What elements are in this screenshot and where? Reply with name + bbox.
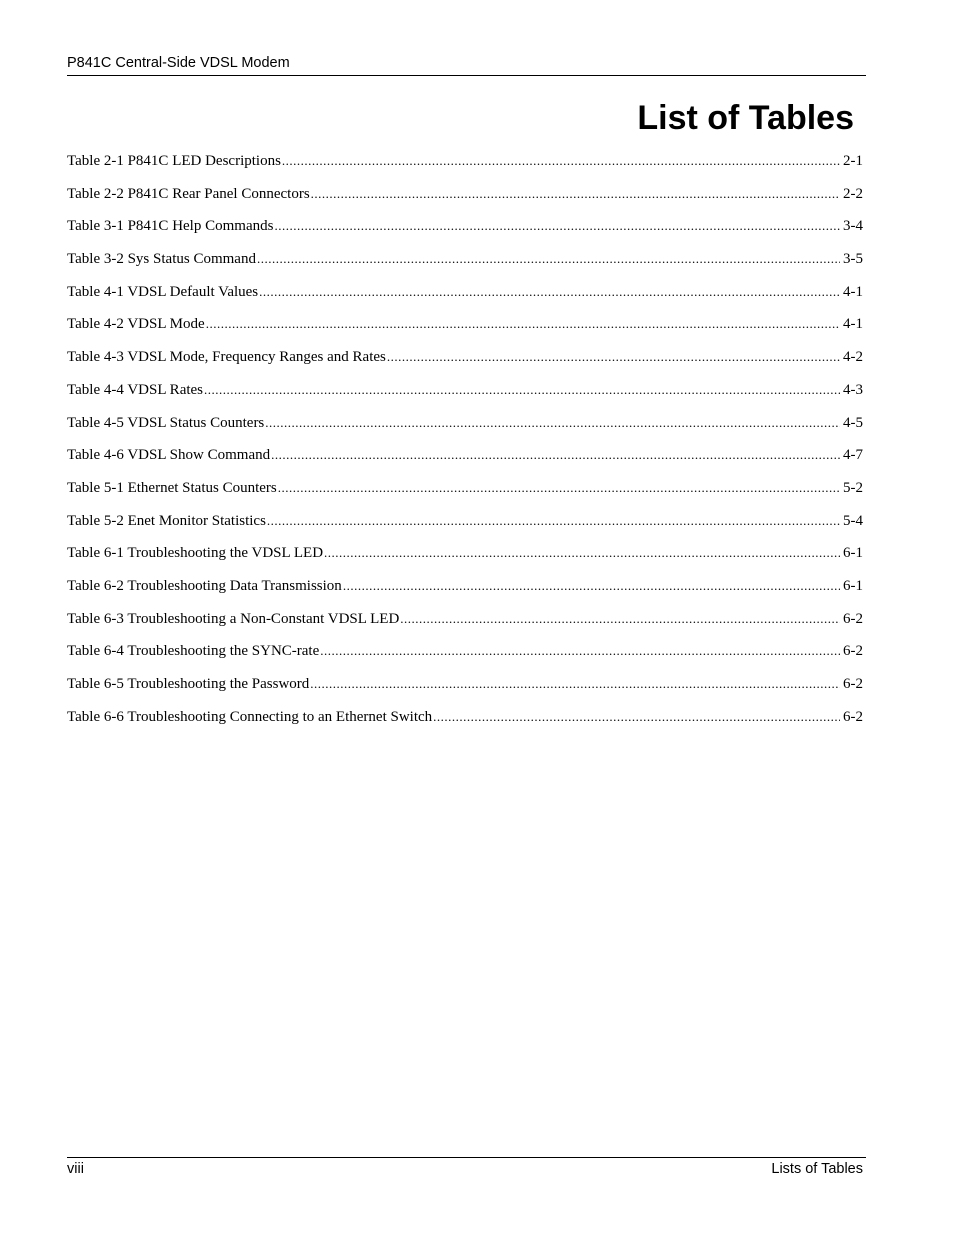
toc-entry[interactable] bbox=[67, 445, 863, 478]
dot-leader bbox=[324, 543, 840, 563]
toc-entry-page: 6-2 bbox=[843, 676, 863, 692]
dot-leader bbox=[433, 707, 840, 727]
dot-leader bbox=[267, 511, 840, 531]
dot-leader bbox=[265, 413, 840, 433]
toc-entry[interactable] bbox=[67, 249, 863, 282]
page-title: List of Tables bbox=[637, 99, 854, 137]
toc-entry-page: 4-5 bbox=[843, 414, 863, 431]
toc-entry[interactable] bbox=[67, 674, 863, 707]
table-list bbox=[67, 151, 863, 739]
toc-entry-label: Table 5-1 Ethernet Status Counters bbox=[67, 479, 277, 496]
dot-leader bbox=[343, 576, 840, 596]
dot-leader bbox=[310, 674, 840, 694]
toc-entry-page: 6-2 bbox=[843, 610, 863, 627]
toc-entry-label: Table 2-2 P841C Rear Panel Connectors bbox=[67, 185, 310, 202]
toc-entry[interactable] bbox=[67, 151, 863, 184]
toc-entry-label: Table 4-3 VDSL Mode, Frequency Ranges and Rates bbox=[67, 349, 386, 366]
toc-entry-label: Table 3-2 Sys Status Command bbox=[67, 251, 256, 268]
toc-entry[interactable] bbox=[67, 609, 863, 642]
toc-entry-page: 5-4 bbox=[843, 512, 863, 529]
running-header bbox=[67, 55, 866, 76]
toc-entry[interactable] bbox=[67, 576, 863, 609]
toc-entry-label: Table 4-1 VDSL Default Values bbox=[67, 283, 259, 300]
toc-entry-label: Table 4-5 VDSL Status Counters bbox=[67, 414, 265, 431]
page-number: viii bbox=[67, 1161, 84, 1177]
dot-leader bbox=[271, 445, 840, 465]
toc-entry[interactable] bbox=[67, 641, 863, 674]
toc-entry-label: Table 6-4 Troubleshooting the SYNC-rate bbox=[67, 643, 320, 660]
toc-entry-page: 4-1 bbox=[843, 283, 863, 300]
toc-entry-page: 6-2 bbox=[843, 708, 863, 725]
dot-leader bbox=[274, 216, 840, 236]
dot-leader bbox=[311, 184, 840, 204]
toc-entry[interactable] bbox=[67, 511, 863, 544]
toc-entry[interactable] bbox=[67, 478, 863, 511]
document-title: P841C Central-Side VDSL Modem bbox=[67, 55, 290, 71]
toc-entry[interactable] bbox=[67, 314, 863, 347]
toc-entry[interactable] bbox=[67, 707, 863, 740]
toc-entry[interactable] bbox=[67, 380, 863, 413]
running-footer bbox=[67, 1157, 866, 1178]
section-name: Lists of Tables bbox=[771, 1161, 863, 1177]
toc-entry-label: Table 5-2 Enet Monitor Statistics bbox=[67, 512, 266, 529]
toc-entry-page: 6-2 bbox=[843, 643, 863, 660]
toc-entry-page: 6-1 bbox=[843, 545, 863, 562]
toc-entry-page: 6-1 bbox=[843, 577, 863, 594]
toc-entry-label: Table 3-1 P841C Help Commands bbox=[67, 218, 274, 235]
toc-entry-page: 4-2 bbox=[843, 349, 863, 366]
toc-entry-page: 2-2 bbox=[843, 185, 863, 202]
dot-leader bbox=[387, 347, 840, 367]
dot-leader bbox=[320, 641, 840, 661]
toc-entry-label: Table 6-6 Troubleshooting Connecting to an Ethernet Switch bbox=[67, 708, 433, 725]
toc-entry-page: 4-7 bbox=[843, 447, 863, 464]
toc-entry[interactable] bbox=[67, 413, 863, 446]
toc-entry-label: Table 6-3 Troubleshooting a Non-Constant VDSL LED bbox=[67, 610, 400, 627]
dot-leader bbox=[204, 380, 840, 400]
toc-entry[interactable] bbox=[67, 216, 863, 249]
toc-entry-label: Table 6-5 Troubleshooting the Password bbox=[67, 676, 310, 692]
toc-entry-label: Table 4-4 VDSL Rates bbox=[67, 381, 204, 398]
toc-entry-page: 4-3 bbox=[843, 381, 863, 398]
toc-entry-page: 2-1 bbox=[843, 153, 863, 169]
toc-entry-page: 3-4 bbox=[843, 218, 863, 235]
toc-entry[interactable] bbox=[67, 543, 863, 576]
dot-leader bbox=[206, 314, 840, 334]
toc-entry-page: 4-1 bbox=[843, 316, 863, 333]
toc-entry[interactable] bbox=[67, 184, 863, 217]
toc-entry-label: Table 6-2 Troubleshooting Data Transmission bbox=[67, 577, 342, 594]
dot-leader bbox=[259, 282, 840, 302]
toc-entry-label: Table 2-1 P841C LED Descriptions bbox=[67, 153, 281, 169]
toc-entry[interactable] bbox=[67, 282, 863, 315]
dot-leader bbox=[400, 609, 840, 629]
toc-entry-label: Table 4-6 VDSL Show Command bbox=[67, 447, 271, 464]
toc-entry-page: 5-2 bbox=[843, 479, 863, 496]
toc-entry-page: 3-5 bbox=[843, 251, 863, 268]
toc-entry-label: Table 4-2 VDSL Mode bbox=[67, 316, 205, 333]
toc-entry[interactable] bbox=[67, 347, 863, 380]
dot-leader bbox=[278, 478, 840, 498]
dot-leader bbox=[282, 151, 840, 171]
dot-leader bbox=[257, 249, 840, 269]
toc-entry-label: Table 6-1 Troubleshooting the VDSL LED bbox=[67, 545, 324, 562]
